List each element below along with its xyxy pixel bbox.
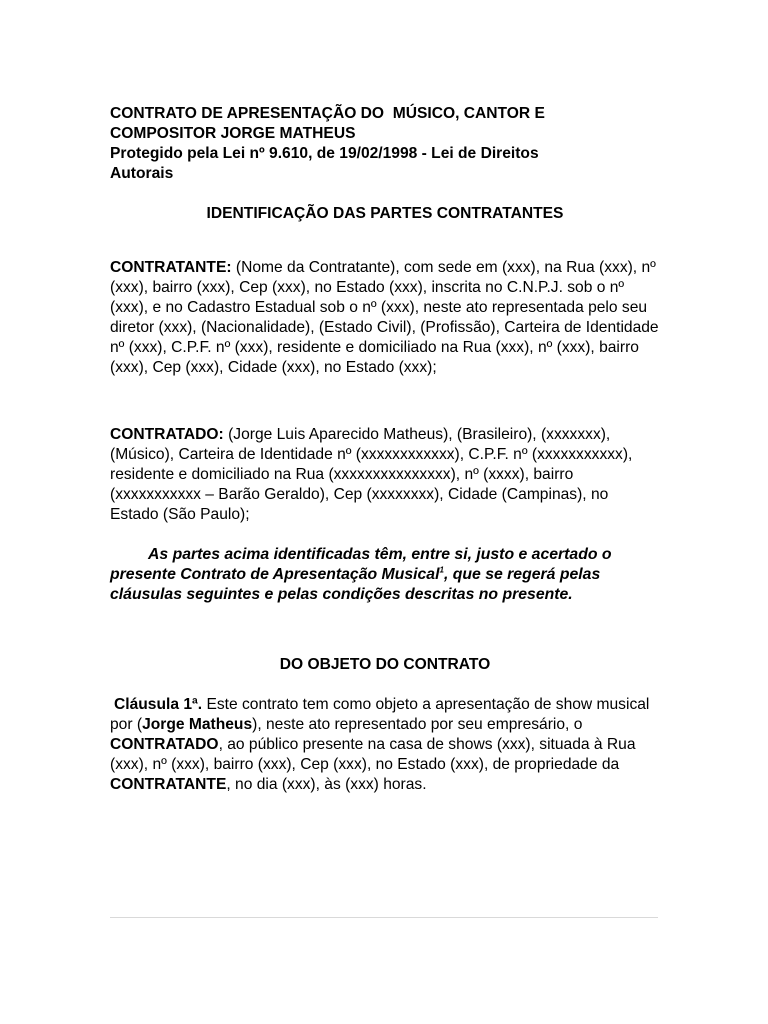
- clause-1-contratante: CONTRATANTE: [110, 776, 227, 793]
- contratado-label: CONTRATADO:: [110, 426, 224, 443]
- contratado-text: (Jorge Luis Aparecido Matheus), (Brasileiro), (xxxxxxx), (Músico), Carteira de Identidade nº (xxxxxxxxxxxx), C.P.F. nº (xxxxxxxxxxx), residente e domiciliado na Rua (xxxxxxxxxxxxxxx), nº (xxxx), bairro (xxxxxxxxxxx – Barão Geraldo), Cep (xxxxxxxx), Cidade (Campinas), no Estado (São Paulo);: [110, 426, 633, 523]
- clause-1-text-part-4: , no dia (xxx), às (xxx) horas.: [226, 776, 427, 793]
- clause-1-paragraph: [110, 695, 660, 795]
- footnote-marker[interactable]: 1: [439, 565, 444, 575]
- clause-1-artist-name: Jorge Matheus: [142, 716, 253, 733]
- parties-section-title: IDENTIFICAÇÃO DAS PARTES CONTRATANTES: [206, 205, 564, 222]
- contratado-paragraph: [110, 425, 660, 525]
- contratante-text: (Nome da Contratante), com sede em (xxx), na Rua (xxx), nº (xxx), bairro (xxx), Cep (xxx), no Estado (xxx), inscrita no C.N.P.J. sob o nº (xxx), e no Cadastro Estadual sob o nº (xxx), neste ato representada pelo seu diretor (xxx), (Nacionalidade), (Estado Civil), (Profissão), Carteira de Identidade nº (xxx), C.P.F. nº (xxx), residente e domiciliado na Rua (xxx), nº (xxx), bairro (xxx), Cep (xxx), Cidade (xxx), no Estado (xxx);: [110, 259, 659, 376]
- clause-1-text-part-1: Este contrato tem como objeto a apresentação de show musical por (: [110, 696, 650, 733]
- agreement-paragraph: [110, 545, 660, 605]
- law-reference-line-2: Autorais: [110, 165, 174, 182]
- clause-1-text-part-2: ), neste ato representado por seu empresário, o: [252, 716, 583, 733]
- contratante-paragraph: [110, 258, 660, 378]
- object-section-title: DO OBJETO DO CONTRATO: [279, 656, 491, 673]
- document-heading: [110, 104, 660, 184]
- document-page: [110, 104, 660, 795]
- law-reference-line-1: Protegido pela Lei nº 9.610, de 19/02/1998 - Lei de Direitos: [110, 145, 539, 162]
- page-bottom-divider: [110, 917, 658, 918]
- clause-1-label: Cláusula 1ª.: [114, 696, 203, 713]
- clause-1-text-part-3: , ao público presente na casa de shows (xxx), situada à Rua (xxx), nº (xxx), bairro (xxx), Cep (xxx), no Estado (xxx), de propriedade da: [110, 736, 636, 773]
- agreement-text-end: , que se regerá pelas cláusulas seguintes e pelas condições descritas no presente.: [110, 566, 601, 603]
- clause-1-contratado: CONTRATADO: [110, 736, 219, 753]
- contract-title-line-2: COMPOSITOR JORGE MATHEUS: [110, 125, 356, 142]
- agreement-text-start: As partes acima identificadas têm, entre si, justo e acertado o presente Contrato de Apresentação Musical: [110, 546, 612, 583]
- contratante-label: CONTRATANTE:: [110, 259, 232, 276]
- contract-title-line-1: CONTRATO DE APRESENTAÇÃO DO MÚSICO, CANTOR E: [110, 105, 545, 122]
